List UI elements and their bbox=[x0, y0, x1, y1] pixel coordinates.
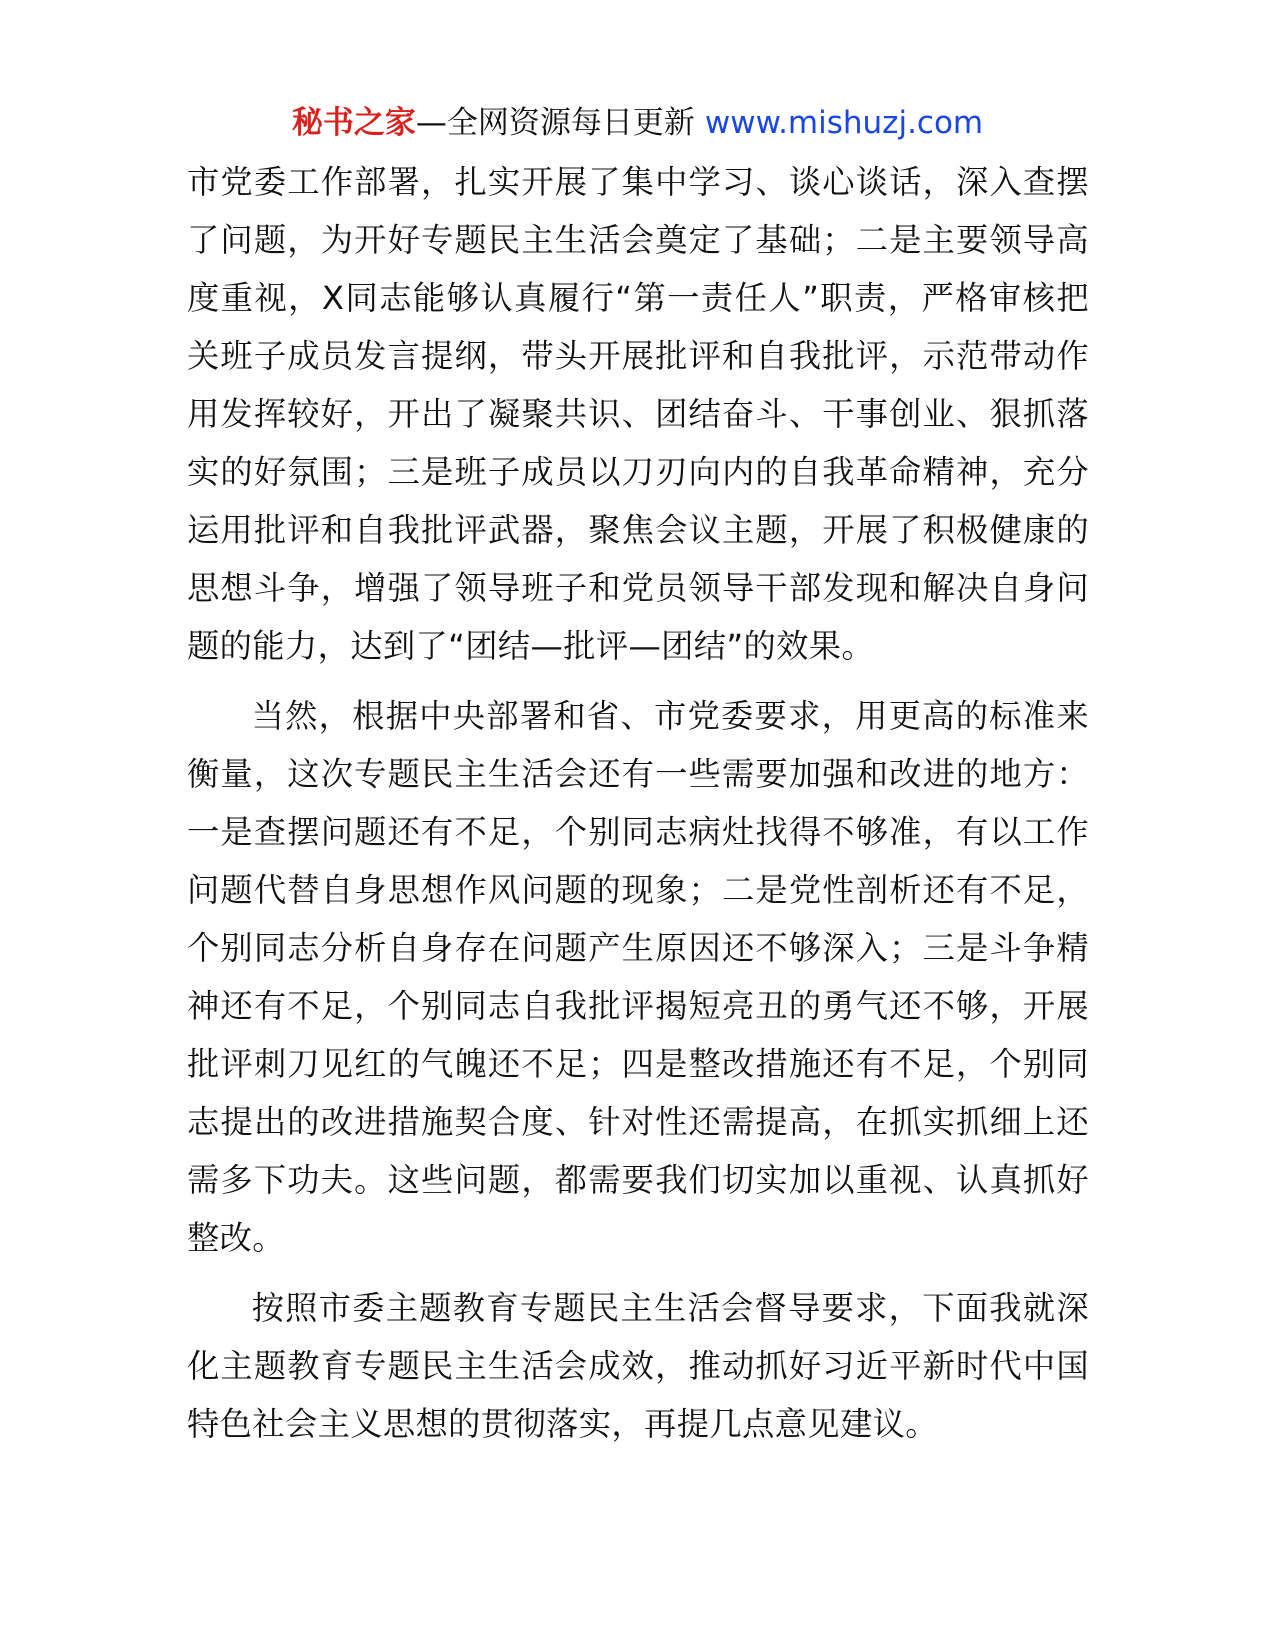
paragraph-shortcomings: 当然，根据中央部署和省、市党委要求，用更高的标准来衡量，这次专题民主生活会还有一些需要加强和改进的地方：一是查摆问题还有不足，个别同志病灶找得不够准，有以工作问题代替自身思想作风问题的现象；二是党性剖析还有不足，个别同志分析自身存在问题产生原因还不够深入；三是斗争精神还有不足，个别同志自我批评揭短亮丑的勇气还不够，开展批评刺刀见红的气魄还不足；四是整改措施还有不足，个别同志提出的改进措施契合度、针对性还需提高，在抓实抓细上还需多下功夫。这些问题，都需要我们切实加以重视、认真抓好整改。 bbox=[187, 697, 1089, 1257]
page-header bbox=[0, 100, 1275, 146]
site-url-link[interactable]: www.mishuzj.com bbox=[704, 105, 984, 141]
brand-name: 秘书之家 bbox=[291, 105, 416, 141]
paragraph-continuation: 市党委工作部署，扎实开展了集中学习、谈心谈话，深入查摆了问题，为开好专题民主生活会奠定了基础；二是主要领导高度重视，X同志能够认真履行“第一责任人”职责，严格审核把关班子成员发言提纲，带头开展批评和自我批评，示范带动作用发挥较好，开出了凝聚共识、团结奋斗、干事创业、狠抓落实的好氛围；三是班子成员以刀刃向内的自我革命精神，充分运用批评和自我批评武器，聚焦会议主题，开展了积极健康的思想斗争，增强了领导班子和党员领导干部发现和解决自身问题的能力，达到了“团结—批评—团结”的效果。 bbox=[187, 163, 1089, 665]
paragraph-suggestions-intro: 按照市委主题教育专题民主生活会督导要求，下面我就深化主题教育专题民主生活会成效，推动抓好习近平新时代中国特色社会主义思想的贯彻落实，再提几点意见建议。 bbox=[187, 1289, 1089, 1443]
header-tagline: —全网资源每日更新 bbox=[415, 105, 695, 141]
document-body bbox=[187, 153, 1089, 1453]
